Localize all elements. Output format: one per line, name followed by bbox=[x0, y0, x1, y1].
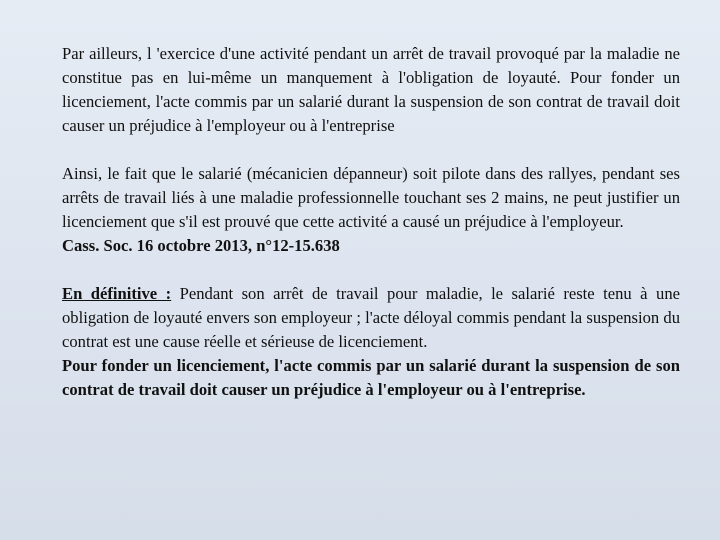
spacer bbox=[62, 138, 680, 162]
slide-body bbox=[62, 42, 680, 402]
paragraph-example: Ainsi, le fait que le salarié (mécanicien dépanneur) soit pilote dans des rallyes, pendant ses arrêts de travail liés à une maladie professionnelle touchant ses 2 mains, ne peut justifier un licenciement que s'il est prouvé que cette activité a causé un préjudice à l'employeur. bbox=[62, 164, 680, 231]
conclusion-text: Pendant son arrêt de travail pour maladie, le salarié reste tenu à une obligation de loyauté envers son employeur ; l'acte déloyal commis pendant la suspension du contrat est une cause réelle et sérieuse de licenciement. bbox=[62, 284, 680, 351]
paragraph-conclusion bbox=[62, 282, 680, 354]
paragraph-loyalty-principle: Par ailleurs, l 'exercice d'une activité pendant un arrêt de travail provoqué par la maladie ne constitue pas en lui-même un manquement à l'obligation de loyauté. Pour fonder un licenciement, l'acte commis par un salarié durant la suspension de son contrat de travail doit causer un préjudice à l'employeur ou à l'entreprise bbox=[62, 44, 680, 135]
spacer bbox=[62, 258, 680, 282]
conclusion-rule: Pour fonder un licenciement, l'acte commis par un salarié durant la suspension de son contrat de travail doit causer un préjudice à l'employeur ou à l'entreprise. bbox=[62, 356, 680, 399]
conclusion-label: En définitive : bbox=[62, 284, 172, 303]
case-citation: Cass. Soc. 16 octobre 2013, n°12-15.638 bbox=[62, 236, 340, 255]
